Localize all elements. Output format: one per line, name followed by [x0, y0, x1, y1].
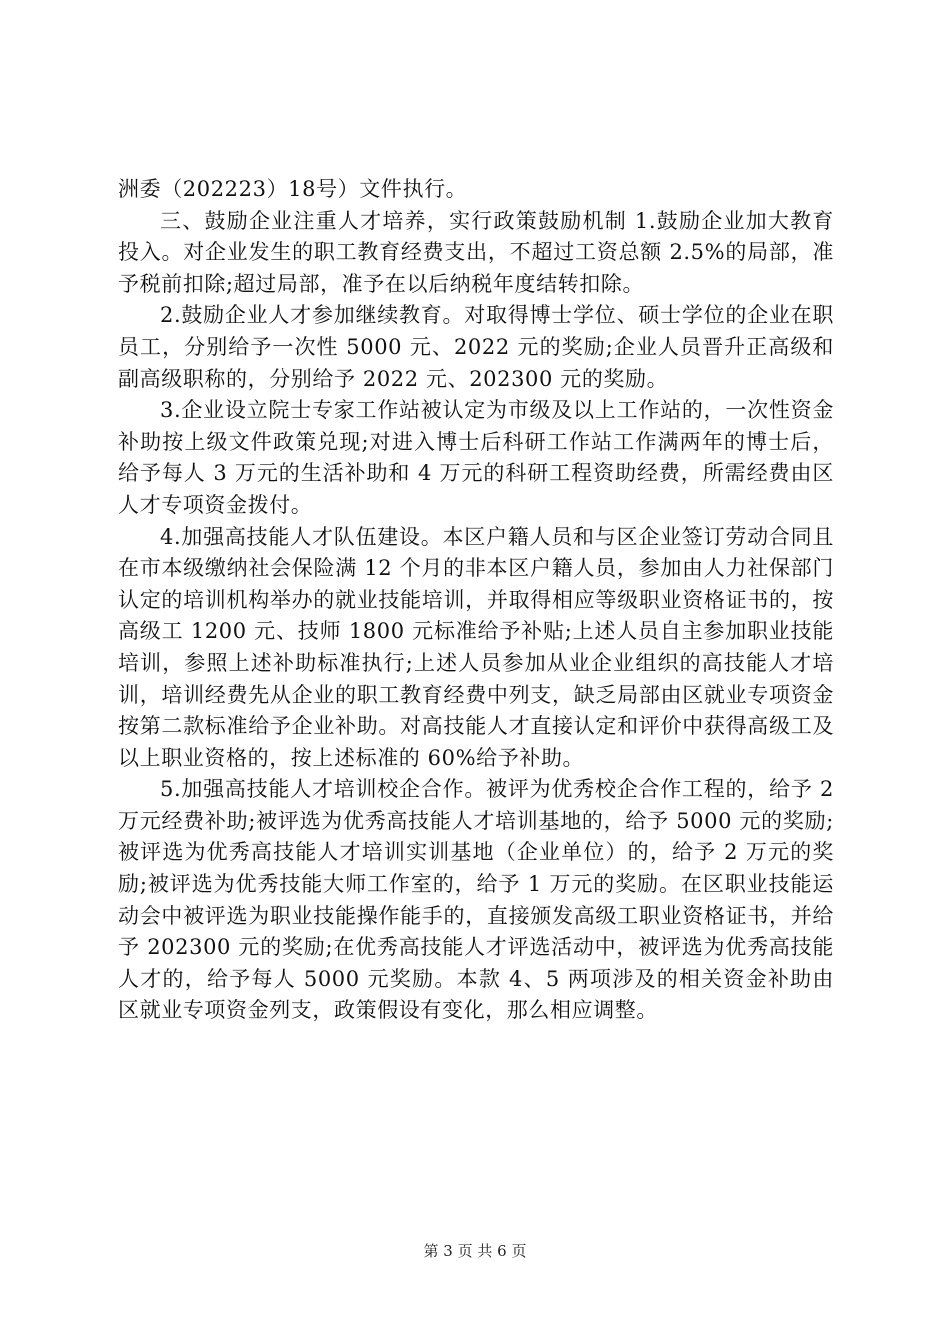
paragraph-item-3: 3.企业设立院士专家工作站被认定为市级及以上工作站的，一次性资金补助按上级文件政策兑现;对进入博士后科研工作站工作满两年的博士后，给予每人 3 万元的生活补助和 4 万元的科研工程资助经费，所需经费由区人才专项资金拨付。: [118, 398, 834, 517]
page-number-footer: 第 3 页 共 6 页: [423, 1242, 527, 1260]
paragraph-section-three: 三、鼓励企业注重人才培养，实行政策鼓励机制 1.鼓励企业加大教育投入。对企业发生的职工教育经费支出，不超过工资总额 2.5%的局部，准予税前扣除;超过局部，准予在以后纳税年度结转扣除。: [118, 208, 834, 296]
paragraph-item-4: 4.加强高技能人才队伍建设。本区户籍人员和与区企业签订劳动合同且在市本级缴纳社会保险满 12 个月的非本区户籍人员，参加由人力社保部门认定的培训机构举办的就业技能培训，并取得相应等级职业资格证书的，按高级工 1200 元、技师 1800 元标准给予补贴;上述人员自主参加职业技能培训，参照上述补助标准执行;上述人员参加从业企业组织的高技能人才培训，培训经费先从企业的职工教育经费中列支，缺乏局部由区就业专项资金按第二款标准给予企业补助。对高技能人才直接认定和评价中获得高级工及以上职业资格的，按上述标准的 60%给予补助。: [118, 524, 834, 770]
paragraph-item-5: 5.加强高技能人才培训校企合作。被评为优秀校企合作工程的，给予 2 万元经费补助;被评选为优秀高技能人才培训基地的，给予 5000 元的奖励;被评选为优秀高技能人才培训实训基地（企业单位）的，给予 2 万元的奖励;被评选为优秀技能大师工作室的，给予 1 万元的奖励。在区职业技能运动会中被评选为职业技能操作能手的，直接颁发高级工职业资格证书，并给予 202300 元的奖励;在优秀高技能人才评选活动中，被评选为优秀高技能人才的，给予每人 5000 元奖励。本款 4、5 两项涉及的相关资金补助由区就业专项资金列支，政策假设有变化，那么相应调整。: [118, 777, 834, 1023]
paragraph-continuation: 洲委（202223）18号）文件执行。: [118, 177, 468, 201]
document-body: [118, 174, 834, 1027]
paragraph-item-2: 2.鼓励企业人才参加继续教育。对取得博士学位、硕士学位的企业在职员工，分别给予一次性 5000 元、2022 元的奖励;企业人员晋升正高级和副高级职称的，分别给予 2022 元、202300 元的奖励。: [118, 303, 834, 391]
